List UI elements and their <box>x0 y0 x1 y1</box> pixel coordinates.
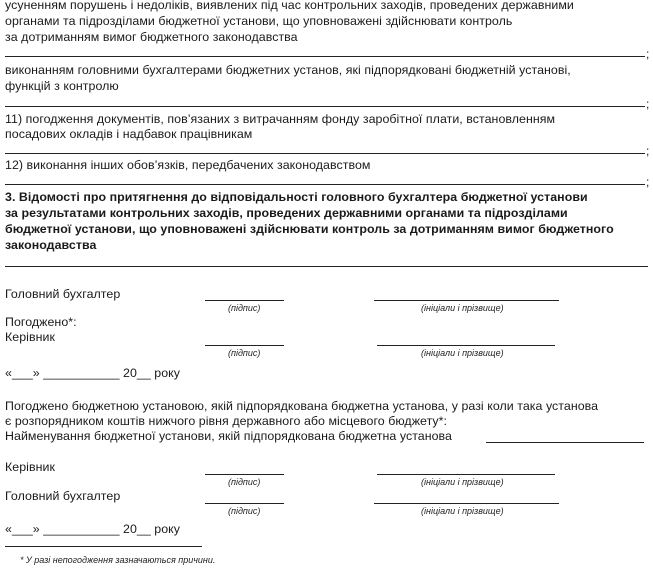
chief-accountant-signature-line-2[interactable] <box>205 503 284 504</box>
item10-line-1: усуненням порушень і недоліків, виявлених під час контрольних заходів, проведених державними <box>5 0 574 12</box>
semicolon: ; <box>646 175 650 189</box>
initials-hint: (ініціали і прізвище) <box>421 303 504 313</box>
fill-line-item10b[interactable] <box>5 106 645 107</box>
section3-heading-line-2: за результатами контрольних заходів, проведених державними органами та підрозділами <box>5 206 568 220</box>
head-name-line[interactable] <box>377 345 555 346</box>
section3-heading-line-1: 3. Відомості про притягнення до відповідальності головного бухгалтера бюджетної установи <box>5 190 588 204</box>
agreement-line-2: є розпорядником коштів нижчого рівня державного або місцевого бюджету*: <box>5 414 448 428</box>
institution-name-label: Найменування бюджетної установи, якій підпорядкована бюджетна установа <box>5 429 452 443</box>
item11-line-2: посадових окладів і надбавок працівникам <box>5 127 253 141</box>
agreed-label: Погоджено*: <box>5 315 77 329</box>
agreement-line-1: Погоджено бюджетною установою, якій підпорядкована бюджетна установа, у разі коли така установа <box>5 399 599 413</box>
item10-line-3: за дотриманням вимог бюджетного законодавства <box>5 30 298 44</box>
signature-hint: (підпис) <box>228 348 261 358</box>
initials-hint: (ініціали і прізвище) <box>421 506 504 516</box>
head-name-line-2[interactable] <box>377 474 555 475</box>
item10-line-2: органами та підрозділами бюджетної установи, що уповноважені здійснювати контроль <box>5 14 513 28</box>
fill-line-item12[interactable] <box>5 184 645 185</box>
chief-accountant-label: Головний бухгалтер <box>5 287 121 301</box>
chief-accountant-name-line[interactable] <box>374 300 559 301</box>
chief-accountant-signature-line[interactable] <box>205 300 284 301</box>
section3-heading-line-3: бюджетної установи, що уповноважені здійснювати контроль за дотриманням вимог бюджетного <box>5 222 614 236</box>
semicolon: ; <box>646 97 650 111</box>
head-signature-line-2[interactable] <box>205 474 284 475</box>
institution-name-line[interactable] <box>486 442 644 443</box>
initials-hint: (ініціали і прізвище) <box>421 348 504 358</box>
head-label-2: Керівник <box>5 460 55 474</box>
semicolon: ; <box>646 144 650 158</box>
initials-hint: (ініціали і прізвище) <box>421 477 504 487</box>
footnote: * У разі непогодження зазначаються причини. <box>20 555 216 565</box>
date-line-1[interactable]: «___» ___________ 20__ року <box>5 366 181 380</box>
item10b-line-1: виконанням головними бухгалтерами бюджетних установ, які підпорядковані бюджетній установі, <box>5 63 571 77</box>
semicolon: ; <box>646 47 650 61</box>
item10b-line-2: функцій з контролю <box>5 79 119 93</box>
fill-line-section3[interactable] <box>5 266 648 267</box>
signature-hint: (підпис) <box>228 477 261 487</box>
section3-heading-line-4: законодавства <box>5 238 97 252</box>
head-signature-line[interactable] <box>205 345 284 346</box>
fill-line-item10[interactable] <box>5 56 645 57</box>
signature-hint: (підпис) <box>228 506 261 516</box>
footnote-divider <box>5 546 202 547</box>
head-label: Керівник <box>5 330 55 344</box>
chief-accountant-name-line-2[interactable] <box>374 503 559 504</box>
signature-hint: (підпис) <box>228 303 261 313</box>
fill-line-item11[interactable] <box>5 153 645 154</box>
item11-line-1: 11) погодження документів, пов’язаних з витрачанням фонду заробітної плати, встановленням <box>5 112 556 126</box>
chief-accountant-label-2: Головний бухгалтер <box>5 489 121 503</box>
date-line-2[interactable]: «___» ___________ 20__ року <box>5 522 181 536</box>
item12-line-1: 12) виконання інших обов’язків, передбачених законодавством <box>5 158 371 172</box>
